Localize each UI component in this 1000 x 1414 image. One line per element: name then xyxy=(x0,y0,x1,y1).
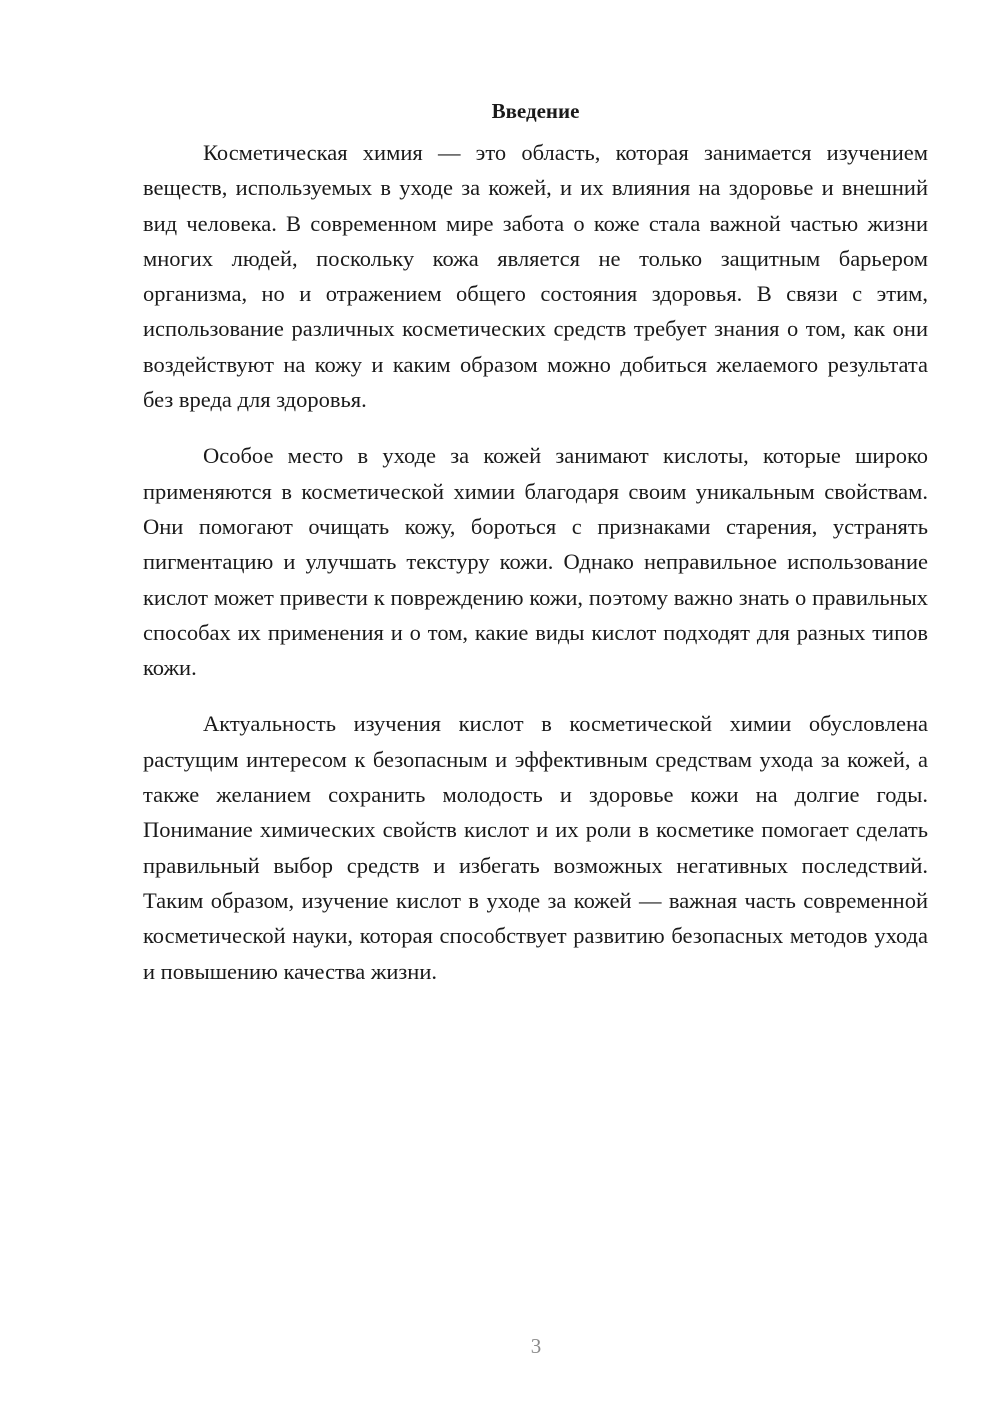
paragraph-intro: Косметическая химия — это область, которая занимается изучением веществ, используемых в уходе за кожей, и их влияния на здоровье и внешний вид человека. В современном мире забота о коже стала важной частью жизни многих людей, поскольку кожа является не только защитным барьером организма, но и отражением общего состояния здоровья. В связи с этим, использование различных косметических средств требует знания о том, как они воздействуют на кожу и каким образом можно добиться желаемого результата без вреда для здоровья. xyxy=(143,140,928,413)
page-body xyxy=(143,96,928,1010)
section-heading: Введение xyxy=(491,99,580,123)
page-number: 3 xyxy=(530,1334,542,1358)
paragraph-acids: Особое место в уходе за кожей занимают кислоты, которые широко применяются в косметической химии благодаря своим уникальным свойствам. Они помогают очищать кожу, бороться с признаками старения, устранять пигментацию и улучшать текстуру кожи. Однако неправильное использование кислот может привести к повреждению кожи, поэтому важно знать о правильных способах их применения и о том, какие виды кислот подходят для разных типов кожи. xyxy=(143,443,928,681)
paragraph-relevance: Актуальность изучения кислот в косметической химии обусловлена растущим интересом к безопасным и эффективным средствам ухода за кожей, а также желанием сохранить молодость и здоровье кожи на долгие годы. Понимание химических свойств кислот и их роли в косметике помогает сделать правильный выбор средств и избегать возможных негативных последствий. Таким образом, изучение кислот в уходе за кожей — важная часть современной косметической науки, которая способствует развитию безопасных методов ухода и повышению качества жизни. xyxy=(143,711,928,984)
